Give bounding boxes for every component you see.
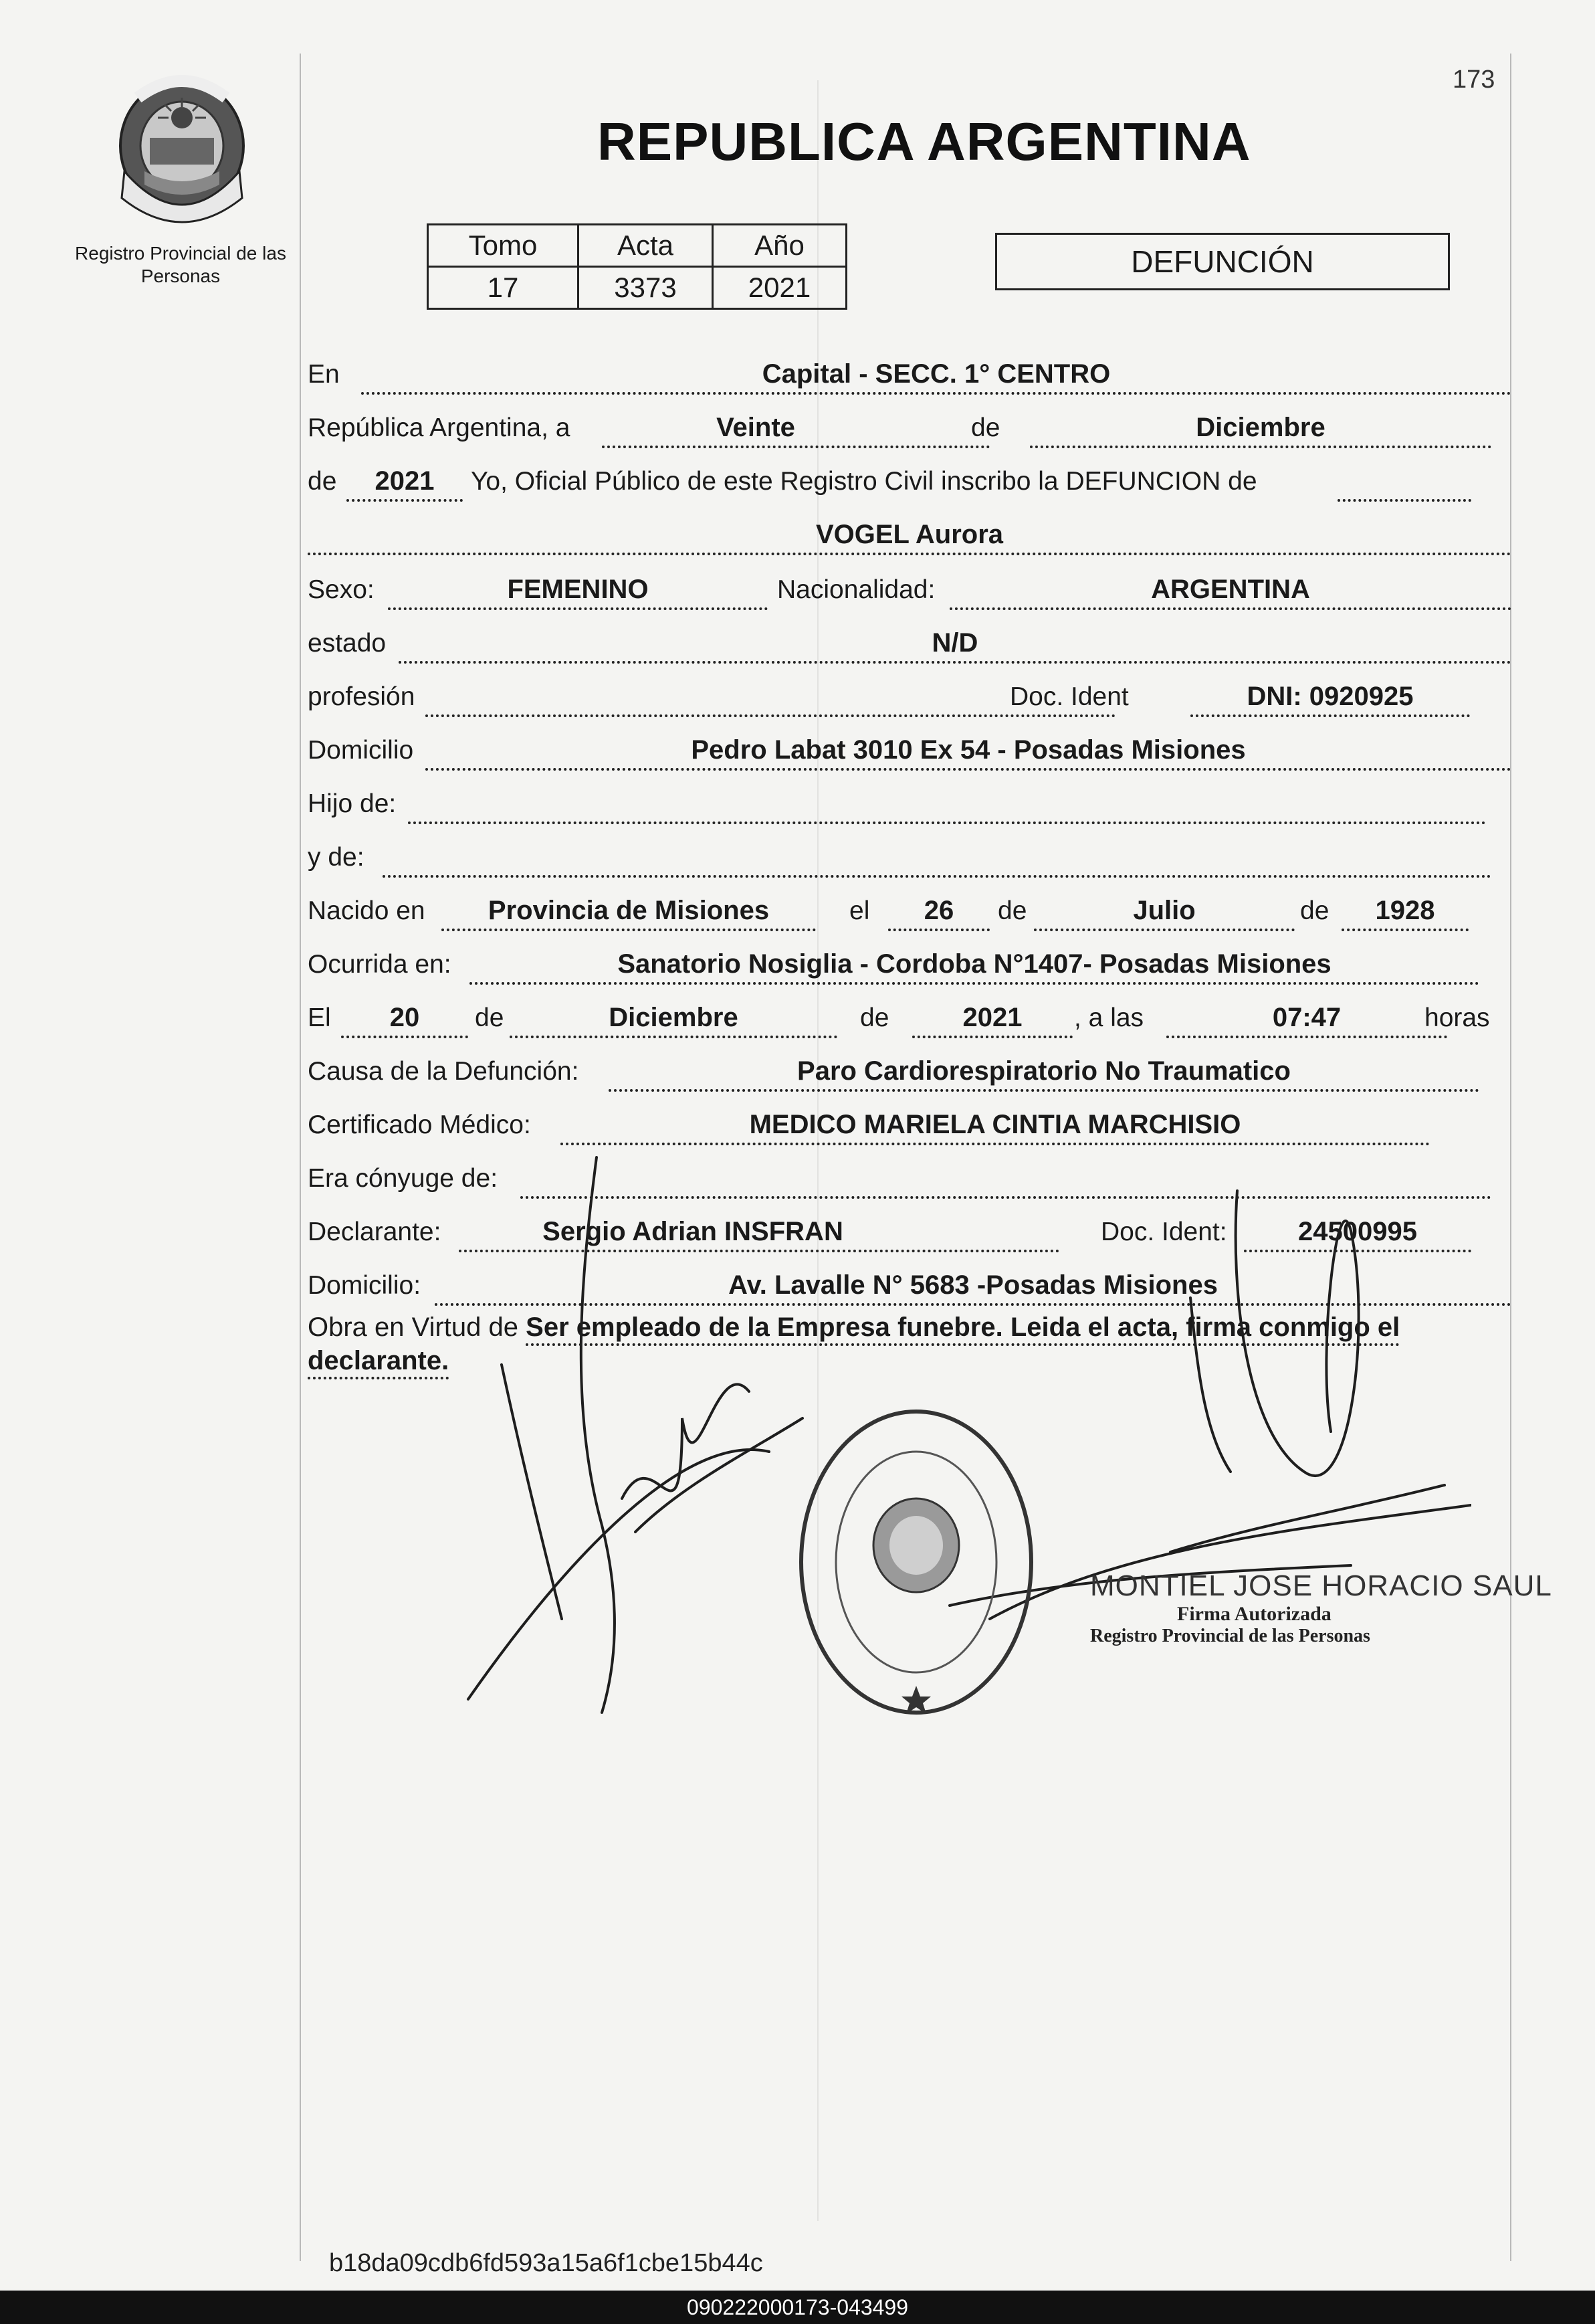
birth-year: 1928 [1375,896,1435,925]
acta-header: Acta [578,225,713,267]
nacido-place: Provincia de Misiones [488,896,770,925]
anio-value: 2021 [713,267,847,309]
row-sexo [308,570,1511,610]
row-en [308,355,1511,395]
official-seal-icon [796,1405,1037,1719]
tomo-header: Tomo [428,225,578,267]
causa-value: Paro Cardiorespiratorio No Traumatico [797,1056,1291,1086]
sexo-value: FEMENINO [507,575,649,604]
birth-day: 26 [924,896,954,925]
row-nacido [308,891,1511,931]
conyuge-label: Era cónyuge de: [308,1164,498,1193]
profesion-label: profesión [308,682,415,711]
birth-de1-label: de [998,896,1027,925]
death-de1-label: de [475,1003,504,1032]
certificado-label: Certificado Médico: [308,1110,531,1139]
official-block [1090,1569,1552,1647]
obra-value-2: declarante. [308,1346,449,1379]
en-value: Capital - SECC. 1° CENTRO [762,359,1111,389]
nacido-label: Nacido en [308,896,425,925]
death-de2-label: de [860,1003,889,1032]
registry-name: Registro Provincial de las Personas [75,243,286,286]
yde-label: y de: [308,843,364,872]
birth-month: Julio [1133,896,1196,925]
month-value: Diciembre [1196,413,1325,442]
row-certificado [308,1105,1511,1145]
domicilio-label: Domicilio [308,736,414,765]
tomo-value: 17 [428,267,578,309]
en-label: En [308,360,340,389]
row-causa [308,1052,1511,1092]
sexo-label: Sexo: [308,575,375,604]
decl-domicilio-value: Av. Lavalle N° 5683 -Posadas Misiones [728,1270,1218,1300]
year-de-label: de [308,467,337,496]
birth-el-label: el [849,896,870,925]
deceased-name: VOGEL Aurora [815,520,1004,549]
row-ocurrida [308,945,1511,985]
row-yde [308,838,1511,878]
horas-label: horas [1424,1003,1490,1032]
republica-label: República Argentina, a [308,413,570,442]
declarante-value: Sergio Adrian INSFRAN [542,1217,843,1246]
province-emblem-icon [111,71,253,226]
declarante-label: Declarante: [308,1218,441,1246]
certificado-value: MEDICO MARIELA CINTIA MARCHISIO [749,1110,1241,1139]
document-title: REPUBLICA ARGENTINA [597,112,1251,171]
row-deceased-name [308,515,1511,555]
day-words: Veinte [716,413,795,442]
row-republica [308,408,1511,448]
row-death-date [308,998,1511,1038]
official-role: Firma Autorizada [1177,1603,1332,1625]
death-day: 20 [389,1003,420,1032]
estado-value: N/D [932,628,978,658]
domicilio-value: Pedro Labat 3010 Ex 54 - Posadas Misiones [691,735,1246,765]
acta-value: 3373 [578,267,713,309]
official-registry: Registro Provincial de las Personas [1090,1626,1370,1646]
causa-label: Causa de la Defunción: [308,1057,579,1086]
official-name: MONTIEL JOSE HORACIO SAUL [1090,1569,1552,1602]
footer-code-bar [0,2291,1595,2324]
nacionalidad-label: Nacionalidad: [777,575,936,604]
row-profesion [308,677,1511,717]
doc-ident-label: Doc. Ident [1010,682,1129,711]
birth-de2-label: de [1300,896,1330,925]
register-header-row [428,225,847,267]
row-year [308,462,1511,502]
obra-value-1: Ser empleado de la Empresa funebre. Leida el acta, firma conmigo el [526,1313,1400,1346]
inscribo-text: Yo, Oficial Público de este Registro Civil inscribo la DEFUNCION de [471,467,1257,496]
declarante-doc-label: Doc. Ident: [1101,1218,1227,1246]
row-domicilio [308,731,1511,771]
declarante-doc-value: 24500995 [1298,1217,1417,1246]
record-type-box: DEFUNCIÓN [995,233,1450,290]
row-estado [308,623,1511,664]
de-label: de [971,413,1000,442]
year-value: 2021 [375,466,435,496]
ocurrida-value: Sanatorio Nosiglia - Cordoba N°1407- Posadas Misiones [617,949,1332,979]
ocurrida-label: Ocurrida en: [308,950,451,979]
row-hijo [308,784,1511,824]
left-margin-line [300,54,301,2261]
register-value-row [428,267,847,309]
death-month: Diciembre [609,1003,738,1032]
register-table [427,223,847,310]
a-las-label: , a las [1074,1003,1144,1032]
doc-ident-value: DNI: 0920925 [1247,682,1414,711]
page-number: 173 [1453,66,1495,94]
hijo-label: Hijo de: [308,789,397,818]
footer-code: 090222000173-043499 [687,2295,908,2319]
anio-header: Año [713,225,847,267]
death-year: 2021 [962,1003,1023,1032]
death-el-label: El [308,1003,331,1032]
document-hash: b18da09cdb6fd593a15a6f1cbe15b44c [329,2249,763,2277]
obra-label: Obra en Virtud de [308,1313,519,1342]
death-time: 07:47 [1272,1003,1342,1032]
nacionalidad-value: ARGENTINA [1151,575,1310,604]
decl-domicilio-label: Domicilio: [308,1271,421,1300]
estado-label: estado [308,629,387,658]
